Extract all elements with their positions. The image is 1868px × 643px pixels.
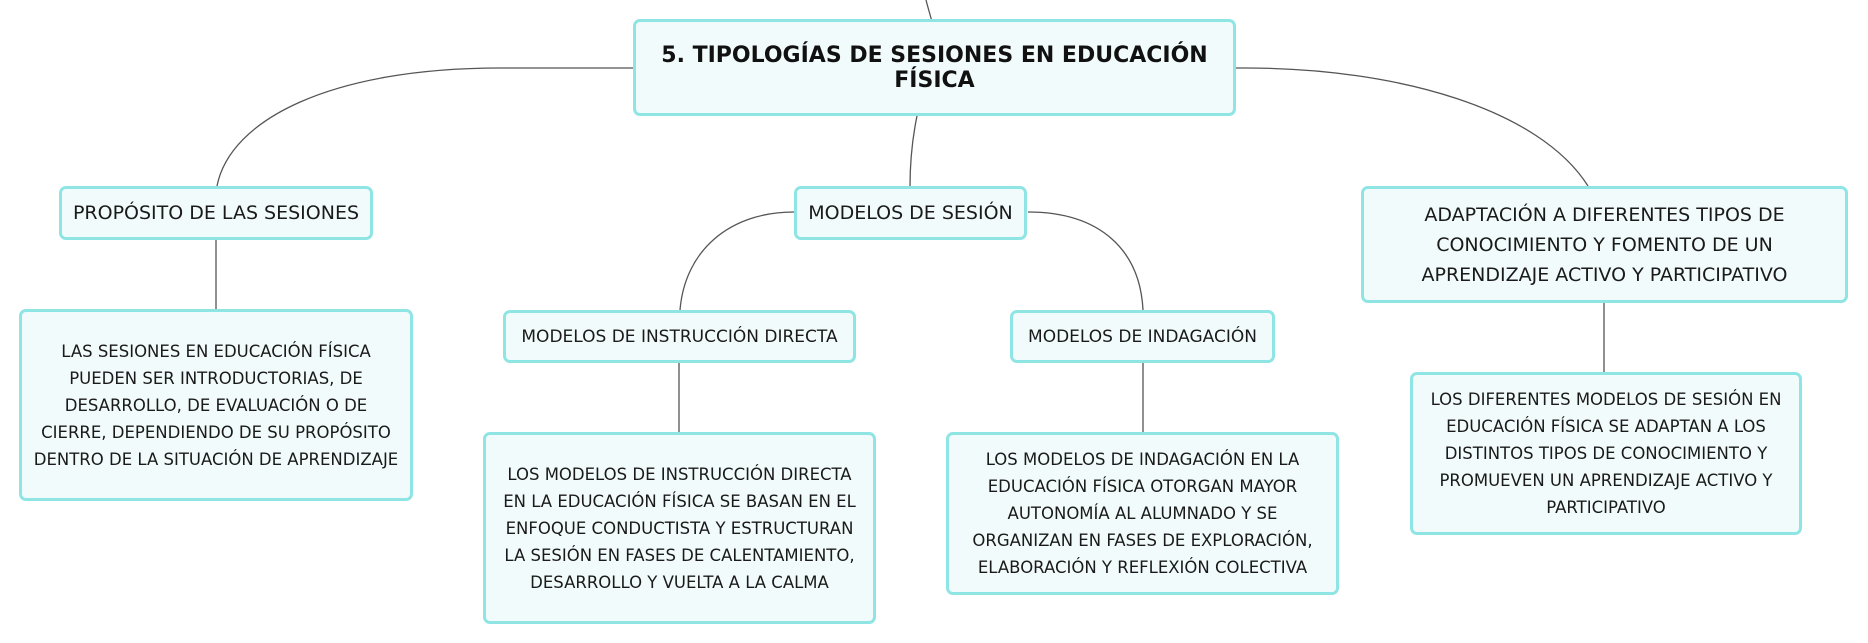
root-label: 5. TIPOLOGÍAS DE SESIONES EN EDUCACIÓN FÍSICA — [661, 42, 1208, 93]
topic-purpose[interactable] — [59, 186, 373, 240]
topic-purpose-label: PROPÓSITO DE LAS SESIONES — [72, 202, 360, 224]
connector-root-adaptation — [1236, 68, 1588, 186]
connector-models-inquiry — [1028, 212, 1143, 310]
root-node[interactable] — [633, 19, 1236, 116]
subtopic-inquiry-label: MODELOS DE INDAGACIÓN — [1028, 326, 1257, 347]
subtopic-inquiry[interactable] — [1010, 310, 1275, 363]
connector-root-models — [910, 116, 917, 187]
detail-direct-instruction-text: LOS MODELOS DE INSTRUCCIÓN DIRECTA EN LA EDUCACIÓN FÍSICA SE BASAN EN EL ENFOQUE CONDUCTISTA Y ESTRUCTURAN LA SESIÓN EN FASES DE CALENTAMIENTO, DESARROLLO Y VUELTA A LA CALMA — [503, 464, 856, 592]
subtopic-direct-instruction-label: MODELOS DE INSTRUCCIÓN DIRECTA — [521, 326, 838, 347]
detail-inquiry-text: LOS MODELOS DE INDAGACIÓN EN LA EDUCACIÓN FÍSICA OTORGAN MAYOR AUTONOMÍA AL ALUMNADO Y SE ORGANIZAN EN FASES DE EXPLORACIÓN, ELABORACIÓN Y REFLEXIÓN COLECTIVA — [972, 450, 1313, 577]
detail-direct-instruction[interactable] — [483, 432, 876, 624]
subtopic-direct-instruction[interactable] — [503, 310, 856, 363]
topic-session-models[interactable] — [794, 186, 1027, 240]
detail-inquiry[interactable] — [946, 432, 1339, 595]
topic-session-models-label: MODELOS DE SESIÓN — [808, 202, 1013, 224]
detail-purpose-text: LAS SESIONES EN EDUCACIÓN FÍSICA PUEDEN SER INTRODUCTORIAS, DE DESARROLLO, DE EVALUACIÓN O DE CIERRE, DEPENDIENDO DE SU PROPÓSITO DENTRO DE LA SITUACIÓN DE APRENDIZAJE — [33, 341, 399, 469]
topic-adaptation[interactable] — [1361, 186, 1848, 303]
connector-root-purpose — [217, 68, 636, 186]
topic-adaptation-label: ADAPTACIÓN A DIFERENTES TIPOS DE CONOCIMIENTO Y FOMENTO DE UN APRENDIZAJE ACTIVO Y PARTICIPATIVO — [1421, 203, 1788, 286]
detail-adaptation[interactable] — [1410, 372, 1802, 535]
connector-models-direct — [680, 212, 794, 310]
detail-adaptation-text: LOS DIFERENTES MODELOS DE SESIÓN EN EDUCACIÓN FÍSICA SE ADAPTAN A LOS DISTINTOS TIPOS DE CONOCIMIENTO Y PROMUEVEN UN APRENDIZAJE ACTIVO Y PARTICIPATIVO — [1430, 390, 1782, 517]
detail-purpose[interactable] — [19, 309, 413, 501]
